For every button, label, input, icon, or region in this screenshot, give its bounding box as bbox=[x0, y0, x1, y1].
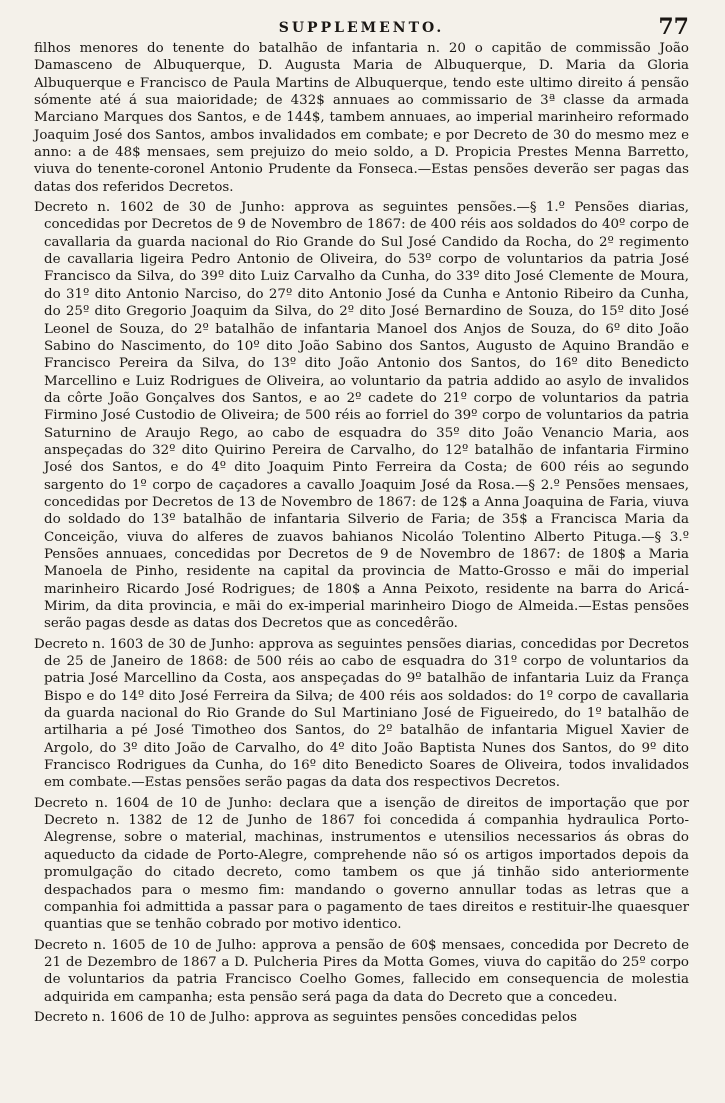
decree-1606: Decreto n. 1606 de 10 de Julho: approva as seguintes pensões concedidas pelos bbox=[34, 1009, 577, 1025]
decree-1605: Decreto n. 1605 de 10 de Julho: approva a pensão de 60$ mensaes, concedida por Decreto de 21 de Dezembro de 1867 a D. Pulcheria Pires da Motta Gomes, viuva do capitão do 25º corpo de voluntarios da patria Francisco Coelho Gomes, fallecido em consequencia de molestia adquirida em campanha; esta pensão será paga da data do Decreto que a concedeu. bbox=[34, 937, 689, 1005]
decree-1603: Decreto n. 1603 de 30 de Junho: approva as seguintes pensões diarias, concedidas por Decretos de 25 de Janeiro de 1868: de 500 réis ao cabo de esquadra do 31º corpo de voluntarios da patria José Marcellino da Costa, aos anspeçadas do 9º batalhão de infantaria Luiz da França Bispo e do 14º dito José Ferreira da Silva; de 400 réis aos soldados: do 1º corpo de cavallaria da guarda nacional do Rio Grande do Sul Martiniano José de Figueiredo, do 1º batalhão de artilharia a pé José Timotheo dos Santos, do 2º batalhão de infantaria Miguel Xavier de Argolo, do 3º dito João de Carvalho, do 4º dito João Baptista Nunes dos Santos, do 9º dito Francisco Rodrigues da Cunha, do 16º dito Benedicto Soares de Oliveira, todos invalidados em combate.—Estas pensões serão pagas da data dos respectivos Decretos. bbox=[34, 636, 689, 791]
decree-1604: Decreto n. 1604 de 10 de Junho: declara que a isenção de direitos de importação que por Decreto n. 1382 de 12 de Junho de 1867 foi concedida á companhia hydraulica Porto-Alegrense, sobre o material, machinas, instrumentos e utensilios necessarios ás obras do aqueducto da cidade de Porto-Alegre, comprehende não só os artigos importados depois da promulgação do citado decreto, como tambem os que já tinhão sido anteriormente despachados para o mesmo fim: mandando o governo annullar todas as letras que a companhia foi admittida a passar para o pagamento de taes direitos e restituir-lhe quaesquer quantias que se tenhão cobrado por motivo identico. bbox=[34, 795, 689, 933]
document-body bbox=[34, 40, 689, 1026]
decree-1602: Decreto n. 1602 de 30 de Junho: approva as seguintes pensões.—§ 1.º Pensões diarias, concedidas por Decretos de 9 de Novembro de 1867: de 400 réis aos soldados do 40º corpo de cavallaria da guarda nacional do Rio Grande do Sul José Candido da Rocha, do 2º regimento de cavallaria ligeira Pedro Antonio de Oliveira, do 53º corpo de voluntarios da patria José Francisco da Silva, do 39º dito Luiz Carvalho da Cunha, do 33º dito José Clemente de Moura, do 31º dito Antonio Narciso, do 27º dito Antonio José da Cunha e Antonio Ribeiro da Cunha, do 25º dito Gregorio Joaquim da Silva, do 2º dito José Bernardino de Souza, do 15º dito José Leonel de Souza, do 2º batalhão de infantaria Manoel dos Anjos de Souza, do 6º dito João Sabino do Nascimento, do 10º dito João Sabino dos Santos, Augusto de Aquino Brandão e Francisco Pereira da Silva, do 13º dito João Antonio dos Santos, do 16º dito Benedicto Marcellino e Luiz Rodrigues de Oliveira, ao voluntario da patria addido ao asylo de invalidos da côrte João Gonçalves dos Santos, e ao 2º cadete do 21º corpo de voluntarios da patria Firmino José Custodio de Oliveira; de 500 réis ao forriel do 39º corpo de voluntarios da patria Saturnino de Araujo Rego, ao cabo de esquadra do 35º dito João Venancio Maria, aos anspeçadas do 32º dito Quirino Pereira de Carvalho, do 12º batalhão de infantaria Firmino José dos Santos, e do 4º dito Joaquim Pinto Ferreira da Costa; de 600 réis ao segundo sargento do 1º corpo de caçadores a cavallo Joaquim José da Rosa.—§ 2.º Pensões mensaes, concedidas por Decretos de 13 de Novembro de 1867: de 12$ a Anna Joaquina de Faria, viuva do soldado do 13º batalhão de infantaria Silverio de Faria; de 35$ a Francisca Maria da Conceição, viuva do alferes de zuavos bahianos Nicoláo Tolentino Alberto Pituga.—§ 3.º Pensões annuaes, concedidas por Decretos de 9 de Novembro de 1867: de 180$ a Maria Manoela de Pinho, residente na capital da provincia de Matto-Grosso e mãi do imperial marinheiro Ricardo José Rodrigues; de 180$ a Anna Peixoto, residente na barra do Aricá-Mirim, da dita provincia, e mãi do ex-imperial marinheiro Diogo de Almeida.—Estas pensões serão pagas desde as datas dos Decretos que as concedêrão. bbox=[34, 200, 689, 632]
page-number: 77 bbox=[658, 14, 689, 40]
running-title: SUPPLEMENTO. bbox=[278, 20, 445, 36]
paragraph-continuation: filhos menores do tenente do batalhão de infantaria n. 20 o capitão de commissão João Damasceno de Albuquerque, D. Augusta Maria de Albuquerque, D. Maria da Gloria Albuquerque e Francisco de Paula Martins de Albuquerque, tendo este ultimo direito á pensão sómente até á sua maioridade; de 432$ annuaes ao commissario de 3ª classe da armada Marciano Marques dos Santos, e de 144$, tambem annuaes, ao imperial marinheiro reformado Joaquim José dos Santos, ambos invalidados em combate; e por Decreto de 30 do mesmo mez e anno: a de 48$ mensaes, sem prejuizo do meio soldo, a D. Propicia Prestes Menna Barretto, viuva do tenente-coronel Antonio Prudente da Fonseca.—Estas pensões deverão ser pagas das datas dos referidos Decretos. bbox=[34, 41, 689, 195]
page-header bbox=[34, 14, 689, 40]
